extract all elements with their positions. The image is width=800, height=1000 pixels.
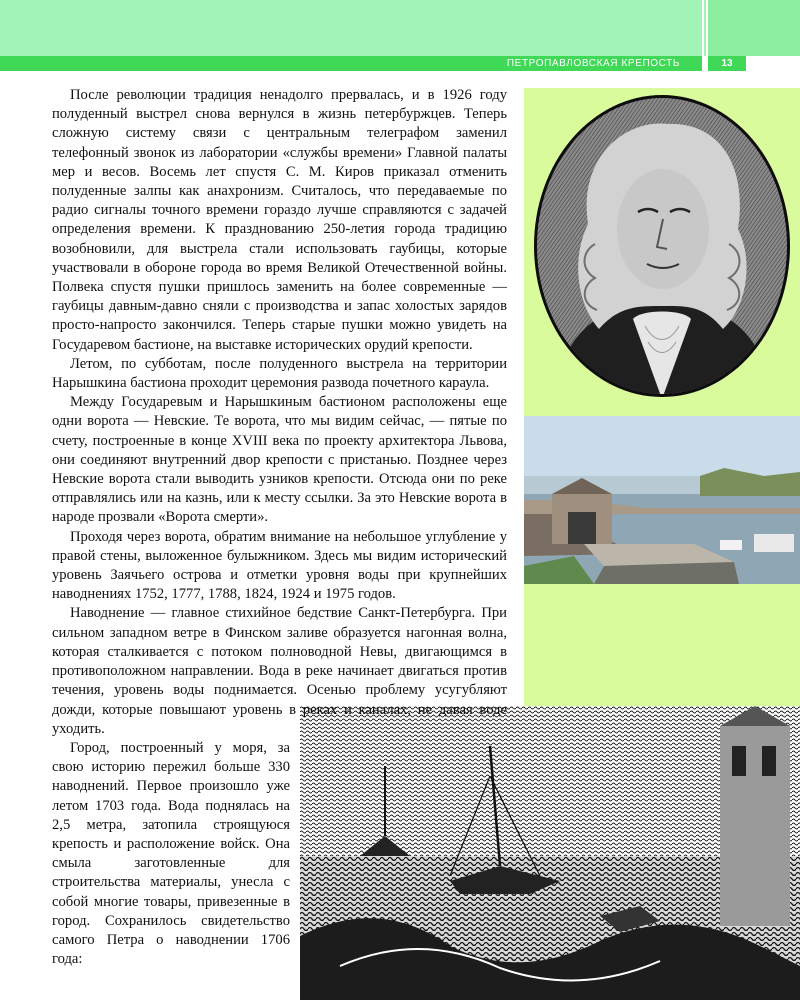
- fortress-photo: [524, 416, 800, 584]
- page-number: 13: [708, 56, 746, 71]
- header-band: [0, 0, 800, 56]
- paragraph: Летом, по субботам, после полуденного выстрела на территории Нарышкина бастиона проходит церемония развода почетного караула.: [52, 355, 507, 392]
- article-body: [52, 86, 507, 969]
- header-divider: [702, 0, 704, 72]
- running-header: [0, 56, 702, 71]
- section-title: ПЕТРОПАВЛОВСКАЯ КРЕПОСТЬ: [506, 58, 680, 69]
- paragraph: Наводнение — главное стихийное бедствие Санкт-Петербурга. При сильном западном ветре в Финском заливе образуется нагонная волна, которая сталкивается с потоком полноводной Невы, двигающимся в противоположном направлении. Вода в реке начинает двигаться против течения, уровень воды поднимается. Осенью проблему усугубляют дожди, которые повышают уровень в реках и каналах, не давая воде уходить.: [52, 605, 507, 737]
- paragraph: Город, построенный у моря, за свою историю пережил больше 330 наводнений. Первое произошло уже летом 1703 года. Вода поднялась на 2,5 метра, затопила строящуюся крепость и расположение войск. Она смыла заготовленные для строительства материалы, унесла с собой многие товары, привезенные в город. Сохранилось свидетельство самого Петра о наводнении 1706 года:: [52, 739, 290, 968]
- paragraph: После революции традиция ненадолго прервалась, и в 1926 году полуденный выстрел снова вернулся в жизнь петербуржцев. Теперь сложную систему связи с центральным телеграфом заменил телефонный звонок из лаборатории «службы времени» Главной палаты мер и весов. Восемь лет спустя С. М. Киров приказал отменить полуденные залпы как анахронизм. Считалось, что передаваемые по радио сигналы точного времени гораздо лучше справляются с задачей определения времени. К празднованию 250-летия города традицию возобновили, для выстрела стали использовать гаубицы, которые участвовали в обороне города во время Великой Отечественной войны. Полвека спустя пушки пришлось заменить на более современные — гаубицы давным-давно сняли с производства и запас холостых зарядов просто-напросто закончился. Теперь старые пушки можно увидеть на Государевом бастионе, на выставке исторических орудий крепости.: [52, 87, 507, 353]
- paragraph: Между Государевым и Нарышкиным бастионом расположены еще одни ворота — Невские. Те ворота, что мы видим сейчас, — пятые по счету, построенные в конце XVIII века по проекту архитектора Львова, они соединяют внутренний двор крепости с пристанью. Позднее через Невские ворота стали выводить узников крепости. Отсюда они по реке отправлялись или на казнь, или к месту ссылки. За это Невские ворота в народе прозвали «Ворота смерти».: [52, 394, 507, 526]
- portrait-image: [533, 94, 791, 399]
- header-band-right: [706, 0, 800, 56]
- paragraph: Проходя через ворота, обратим внимание на небольшое углубление у правой стены, выложенное булыжником. Здесь мы видим исторический уровень Заячьего острова и отметки уровня воды при крупнейших наводнениях 1752, 1777, 1788, 1824, 1924 и 1975 годов.: [52, 528, 507, 603]
